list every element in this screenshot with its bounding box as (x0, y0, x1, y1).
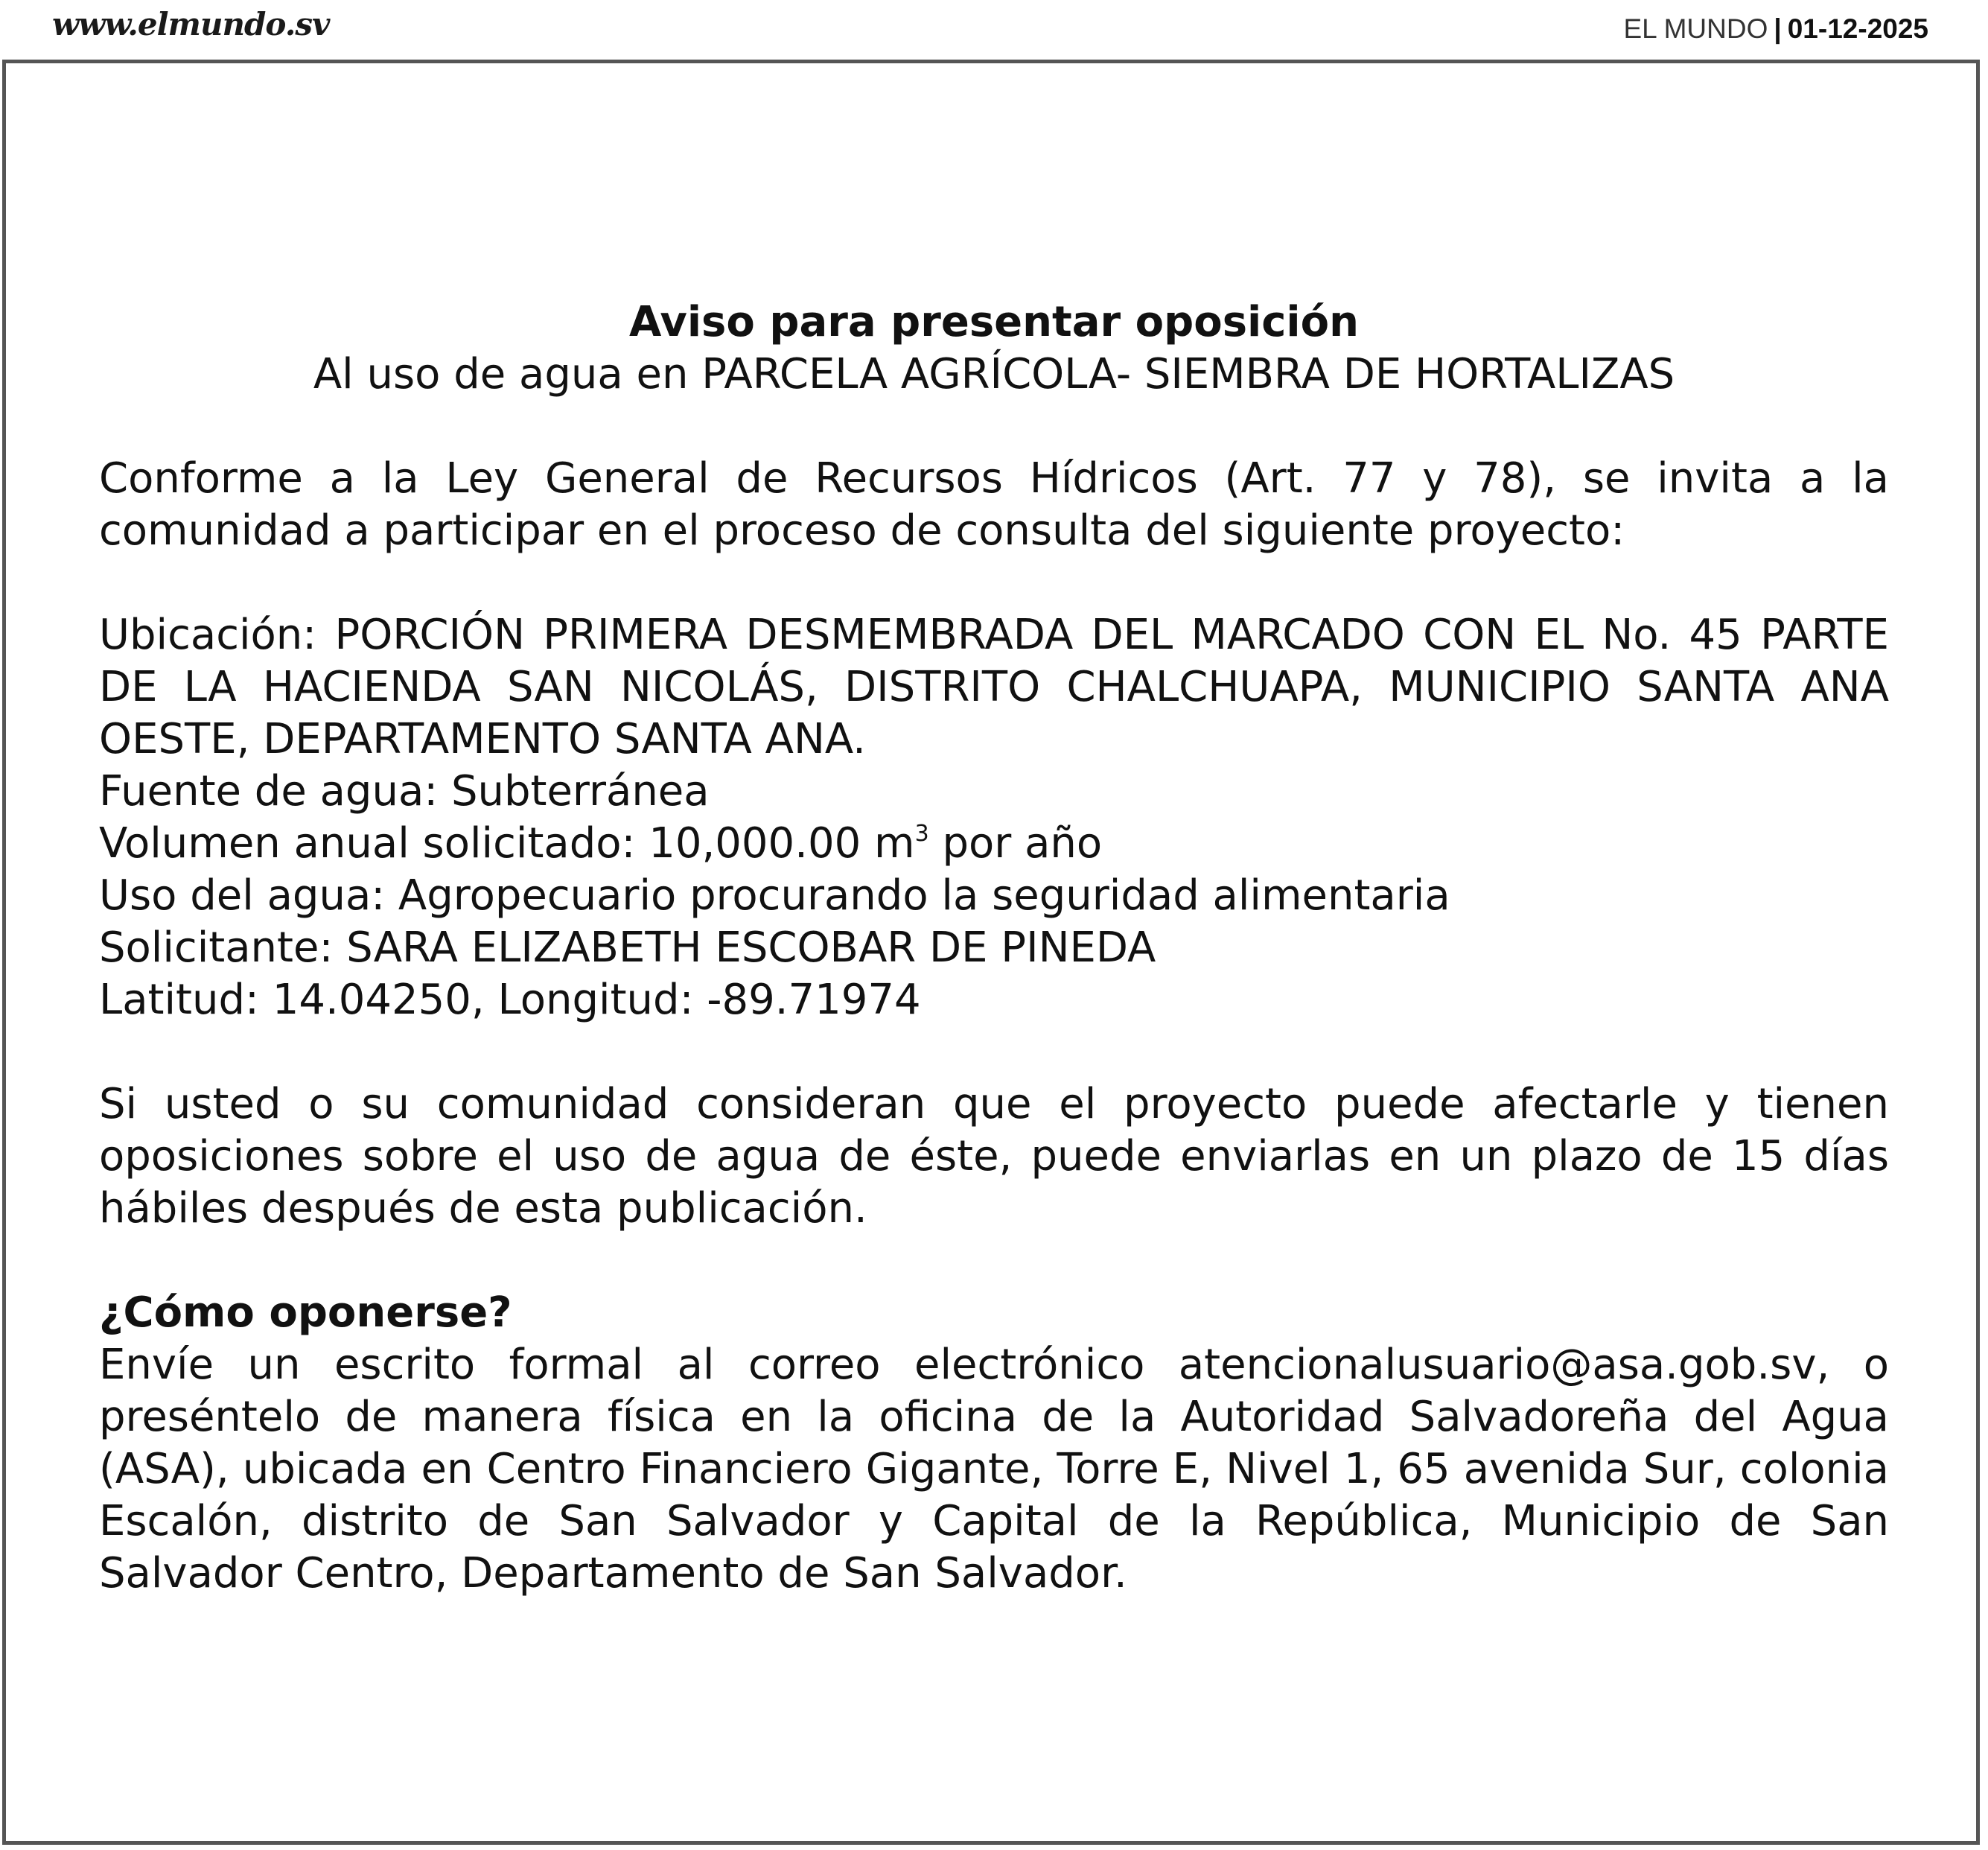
notice-body (99, 296, 1889, 1600)
site-url: www.elmundo.sv (52, 6, 330, 42)
water-source-detail: Fuente de agua: Subterránea (99, 767, 710, 816)
volume-text: Volumen anual solicitado: 10,000.00 m (99, 819, 915, 868)
volume-unit-exponent: 3 (914, 821, 929, 847)
masthead (1623, 13, 1928, 45)
applicant-detail: Solicitante: SARA ELIZABETH ESCOBAR DE PINEDA (99, 924, 1156, 972)
how-to-oppose-heading: ¿Cómo oponerse? (99, 1288, 512, 1337)
spacer (99, 1026, 1889, 1078)
page-header (0, 0, 1988, 60)
spacer (99, 1235, 1889, 1287)
spacer (99, 557, 1889, 609)
how-to-oppose-text: Envíe un escrito formal al correo electrónico atencionalusuario@asa.gob.sv, o preséntelo de manera física en la oficina de la Autoridad Salvadoreña del Agua (ASA), ubicada en Centro Financiero Gigante, Torre E, Nivel 1, 65 avenida Sur, colonia Escalón, distrito de San Salvador y Capital de la República, Municipio de San Salvador Centro, Departamento de San Salvador. (99, 1341, 1889, 1598)
opposition-paragraph: Si usted o su comunidad consideran que el proyecto puede afectarle y tienen oposiciones sobre el uso de agua de éste, puede enviarlas en un plazo de 15 días hábiles después de esta publicación. (99, 1080, 1889, 1233)
notice-title: Aviso para presentar oposición (629, 298, 1359, 346)
masthead-separator: | (1774, 13, 1782, 44)
location-detail: Ubicación: PORCIÓN PRIMERA DESMEMBRADA DEL MARCADO CON EL No. 45 PARTE DE LA HACIENDA SAN NICOLÁS, DISTRITO CHALCHUAPA, MUNICIPIO SANTA ANA OESTE, DEPARTAMENTO SANTA ANA. (99, 611, 1889, 763)
annual-volume-detail (99, 818, 1889, 870)
coordinates-detail: Latitud: 14.04250, Longitud: -89.71974 (99, 976, 921, 1024)
newspaper-name: EL MUNDO (1623, 13, 1768, 44)
water-use-detail: Uso del agua: Agropecuario procurando la seguridad alimentaria (99, 871, 1450, 920)
notice-subtitle: Al uso de agua en PARCELA AGRÍCOLA- SIEMBRA DE HORTALIZAS (313, 350, 1675, 398)
intro-paragraph: Conforme a la Ley General de Recursos Hídricos (Art. 77 y 78), se invita a la comunidad a participar en el proceso de consulta del siguiente proyecto: (99, 454, 1889, 555)
volume-suffix: por año (928, 819, 1103, 868)
spacer (99, 401, 1889, 453)
publication-date: 01-12-2025 (1787, 13, 1928, 44)
